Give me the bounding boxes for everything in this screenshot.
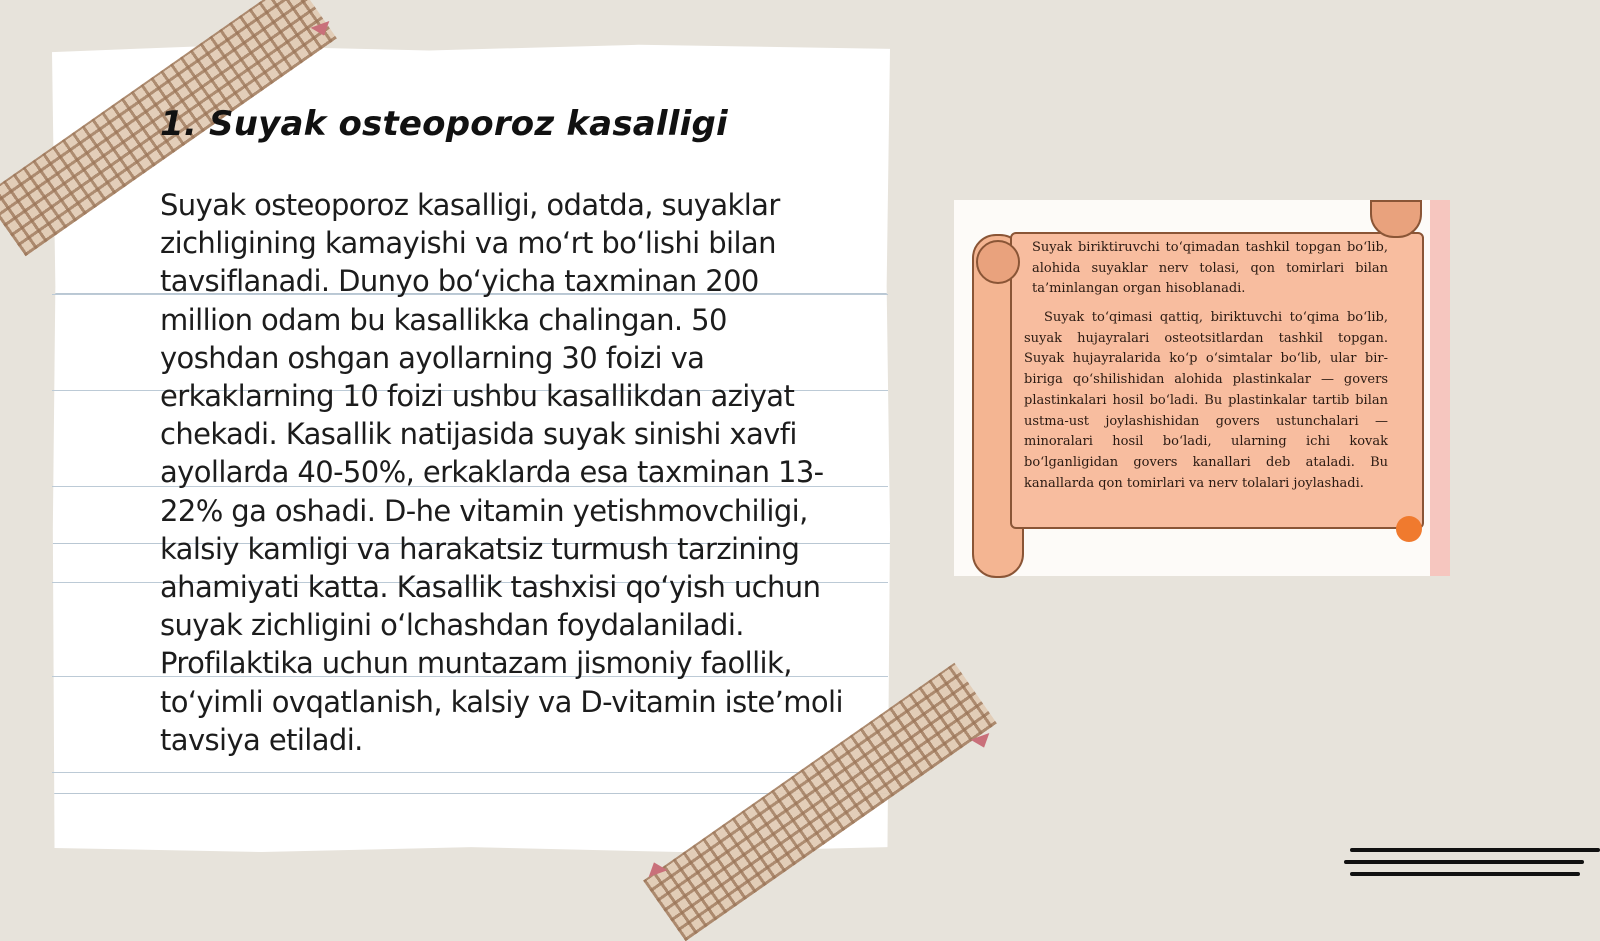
slide-title: 1. Suyak osteoporoz kasalligi — [160, 104, 728, 144]
scroll-main-text: Suyak to‘qimasi qattiq, biriktuvchi to‘qima bo‘lib, suyak hujayralari osteotsitlardan tashkil topgan. Suyak hujayralarida ko‘p o‘simtalar bo‘lib, ular bir-biriga qo‘shilishidan alohida plastinkalar — govers plastinkalari hosil bo‘ladi. Bu plastinkalar tartib bilan ustma-ust joylashishidan govers ustunchalari — minoralari hosil bo‘ladi, ularning ichi kovak bo‘lganligidan govers kanallari deb ataladi. Bu kanallarda qon tomirlari va nerv tolalari joylashadi. — [1024, 310, 1388, 491]
orange-dot-decoration — [1396, 516, 1422, 542]
scroll-intro-text: Suyak biriktiruvchi to‘qimadan tashkil topgan bo‘lib, alohida suyaklar nerv tolasi, qon tomirlari bilan ta’minlangan organ hisoblanadi. — [1032, 240, 1388, 297]
slide-body-text: Suyak osteoporoz kasalligi, odatda, suyaklar zichligining kamayishi va mo‘rt bo‘lishi bilan tavsiflanadi. Dunyo bo‘yicha taxminan 200 million odam bu kasallikka chalingan. 50 yoshdan oshgan ayollarning 30 foizi va erkaklarning 10 foizi ushbu kasallikdan aziyat chekadi. Kasallik natijasida suyak sinishi xavfi ayollarda 40-50%, erkaklarda esa taxminan 13-22% ga oshadi. D-he vitamin yetishmovchiligi, kalsiy kamligi va harakatsiz turmush tarzining ahamiyati katta. Kasallik tashxisi qo‘yish uchun suyak zichligini o‘lchashdan foydalaniladi. Profilaktika uchun muntazam jismoniy faollik, to‘yimli ovqatlanish, kalsiy va D-vitamin iste’moli tavsiya etiladi. — [160, 188, 843, 757]
ruled-line — [52, 772, 888, 773]
image-edge-stripe — [1430, 200, 1450, 576]
scroll-curl-left — [976, 240, 1020, 284]
brush-strokes-decoration — [1350, 848, 1600, 884]
